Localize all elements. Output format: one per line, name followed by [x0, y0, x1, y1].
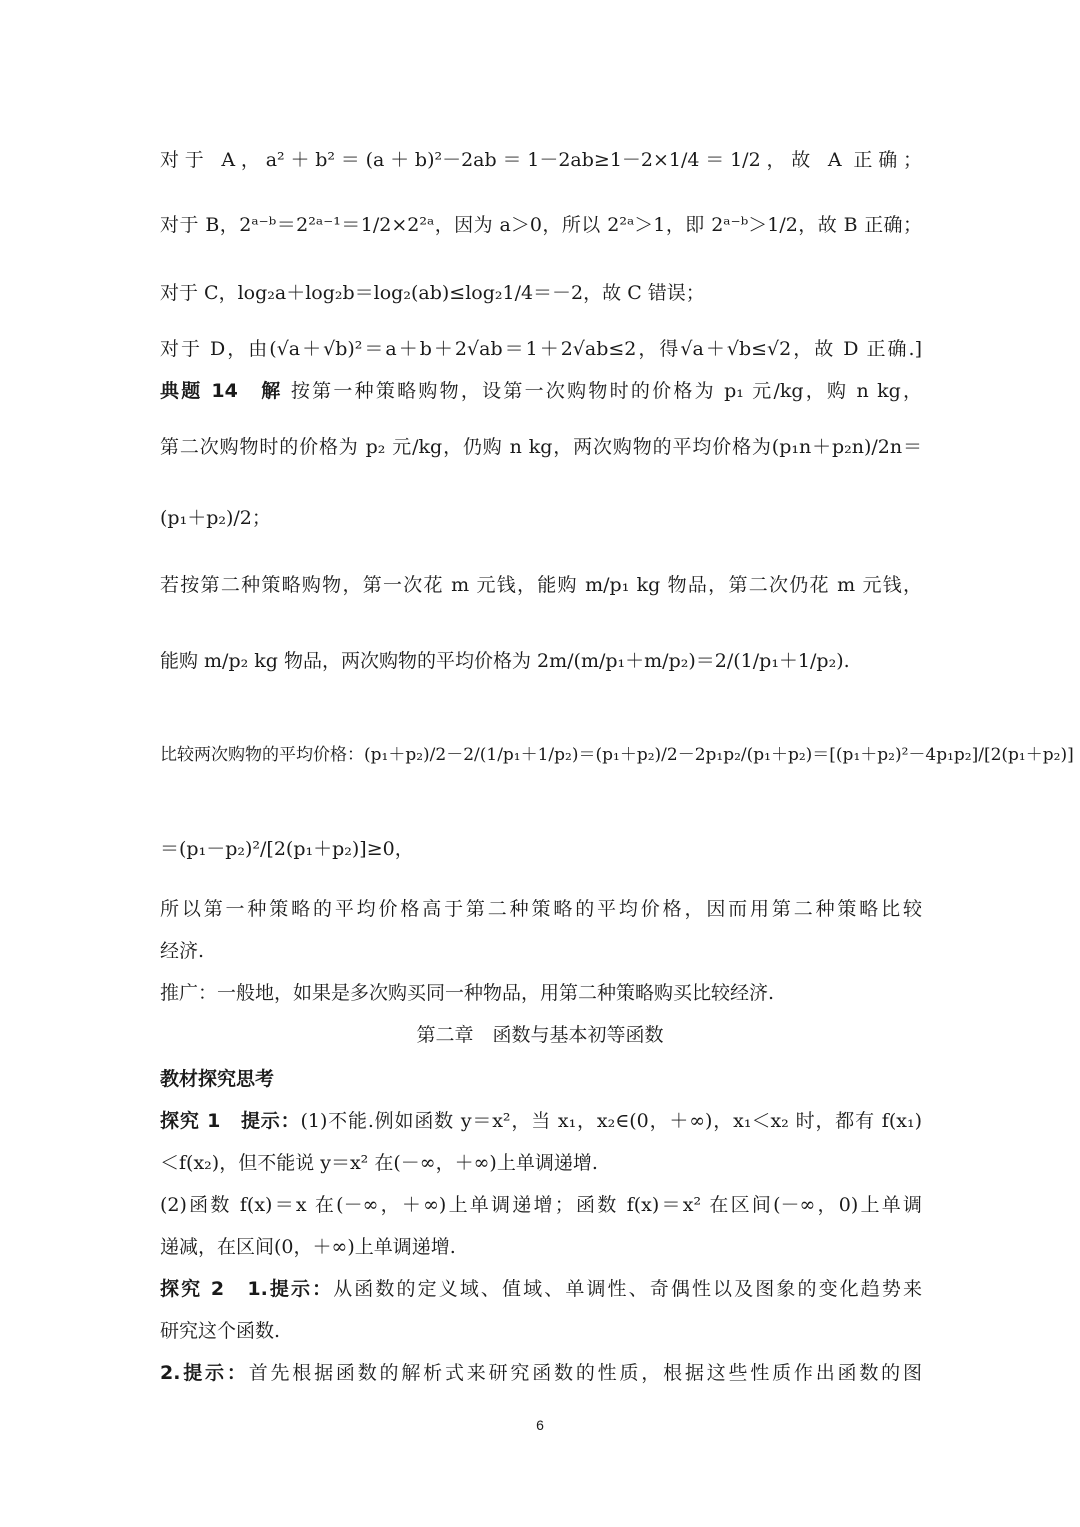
text-line: ＝(p₁－p₂)²/[2(p₁＋p₂)]≥0， [160, 838, 414, 860]
text-line: 递减，在区间(0，＋∞)上单调递增. [160, 1236, 456, 1258]
text-line: 第二次购物时的价格为 p₂ 元/kg，仍购 n kg，两次购物的平均价格为(p₁n＋p₂n)/2n＝ [160, 436, 922, 458]
text-line: 推广：一般地，如果是多次购买同一种物品，用第二种策略购买比较经济. [160, 982, 775, 1004]
exploration-label: 探究 1 提示： [160, 1110, 301, 1132]
text-line: (2)函数 f(x)＝x 在(－∞，＋∞)上单调递增；函数 f(x)＝x² 在区间(－∞，0)上单调 [160, 1194, 922, 1216]
text-line: 2.提示：首先根据函数的解析式来研究函数的性质，根据这些性质作出函数的图 [160, 1362, 922, 1384]
page-number: 6 [536, 1417, 544, 1433]
text-line: 对于 A，a²＋b²＝(a＋b)²－2ab＝1－2ab≥1－2×1/4＝1/2，故 A 正确； [160, 149, 922, 171]
problem-label: 典题 14 解 [160, 380, 283, 402]
text-line: 典题 14 解 按第一种策略购物，设第一次购物时的价格为 p₁ 元/kg，购 n kg， [160, 380, 923, 402]
text-line: 所以第一种策略的平均价格高于第二种策略的平均价格，因而用第二种策略比较 [160, 898, 922, 920]
text-line: 若按第二种策略购物，第一次花 m 元钱，能购 m/p₁ kg 物品，第二次仍花 m 元钱， [160, 574, 922, 596]
text-line: 比较两次购物的平均价格：(p₁＋p₂)/2－2/(1/p₁＋1/p₂)＝(p₁＋p₂)/2－2p₁p₂/(p₁＋p₂)＝[(p₁＋p₂)²－4p₁p₂]/[2(p₁＋p₂)] [160, 745, 1074, 765]
text-line: (p₁＋p₂)/2； [160, 507, 271, 529]
chapter-title: 第二章 函数与基本初等函数 [416, 1024, 664, 1046]
text-line: 经济. [160, 940, 205, 962]
hint-label: 2.提示： [160, 1362, 249, 1384]
text-line: 对于 D，由(√a＋√b)²＝a＋b＋2√ab＝1＋2√ab≤2，得√a＋√b≤√2，故 D 正确.] [160, 338, 922, 360]
text-line: ＜f(x₂)，但不能说 y＝x² 在(－∞，＋∞)上单调递增. [160, 1152, 598, 1174]
section-heading: 教材探究思考 [160, 1068, 275, 1090]
text-line: 对于 B，2ᵃ⁻ᵇ＝2²ᵃ⁻¹＝1/2×2²ᵃ，因为 a＞0，所以 2²ᵃ＞1，即 2ᵃ⁻ᵇ＞1/2，故 B 正确； [160, 214, 922, 236]
text-line: 能购 m/p₂ kg 物品，两次购物的平均价格为 2m/(m/p₁＋m/p₂)＝2/(1/p₁＋1/p₂). [160, 650, 850, 672]
text-line: 探究 2 1.提示：从函数的定义域、值域、单调性、奇偶性以及图象的变化趋势来 [160, 1278, 922, 1300]
text-line: 探究 1 提示：(1)不能.例如函数 y＝x²，当 x₁，x₂∈(0，＋∞)，x₁＜x₂ 时，都有 f(x₁) [160, 1110, 922, 1132]
text-line: 对于 C，log₂a＋log₂b＝log₂(ab)≤log₂1/4＝－2，故 C 错误； [160, 282, 705, 304]
exploration-label: 探究 2 1.提示： [160, 1278, 334, 1300]
text-line: 研究这个函数. [160, 1320, 281, 1342]
